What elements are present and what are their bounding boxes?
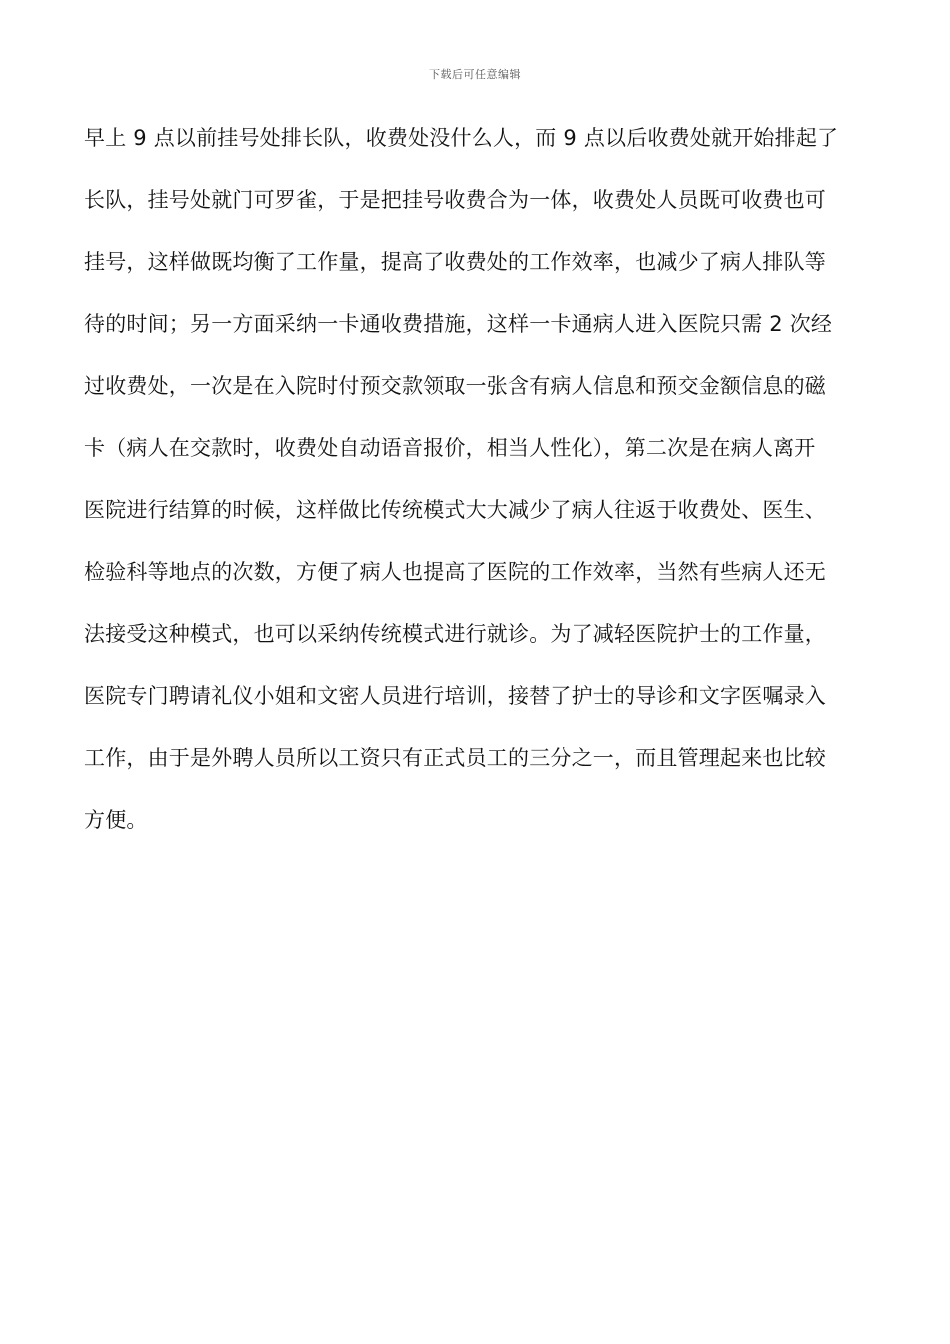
paragraph-line: 检验科等地点的次数，方便了病人也提高了医院的工作效率，当然有些病人还无 [84, 560, 826, 584]
paragraph-line: 早上 9 点以前挂号处排长队，收费处没什么人，而 9 点以后收费处就开始排起了 [84, 126, 839, 150]
paragraph-line: 方便。 [84, 808, 148, 832]
paragraph-line: 过收费处，一次是在入院时付预交款领取一张含有病人信息和预交金额信息的磁 [84, 374, 826, 398]
paragraph-line: 卡（病人在交款时，收费处自动语音报价，相当人性化），第二次是在病人离开 [84, 436, 816, 460]
paragraph-line: 医院专门聘请礼仪小姐和文密人员进行培训，接替了护士的导诊和文字医嘱录入 [84, 684, 826, 708]
page-header: 下载后可任意编辑 [429, 68, 521, 81]
paragraph-line: 医院进行结算的时候，这样做比传统模式大大减少了病人往返于收费处、医生、 [84, 498, 826, 522]
paragraph-line: 挂号，这样做既均衡了工作量，提高了收费处的工作效率，也减少了病人排队等 [84, 250, 826, 274]
body-paragraph [84, 118, 868, 862]
paragraph-line: 长队，挂号处就门可罗雀，于是把挂号收费合为一体，收费处人员既可收费也可 [84, 188, 826, 212]
paragraph-line: 待的时间；另一方面采纳一卡通收费措施，这样一卡通病人进入医院只需 2 次经 [84, 312, 833, 336]
paragraph-line: 法接受这种模式，也可以采纳传统模式进行就诊。为了减轻医院护士的工作量， [84, 622, 826, 646]
paragraph-line: 工作，由于是外聘人员所以工资只有正式员工的三分之一，而且管理起来也比较 [84, 746, 826, 770]
